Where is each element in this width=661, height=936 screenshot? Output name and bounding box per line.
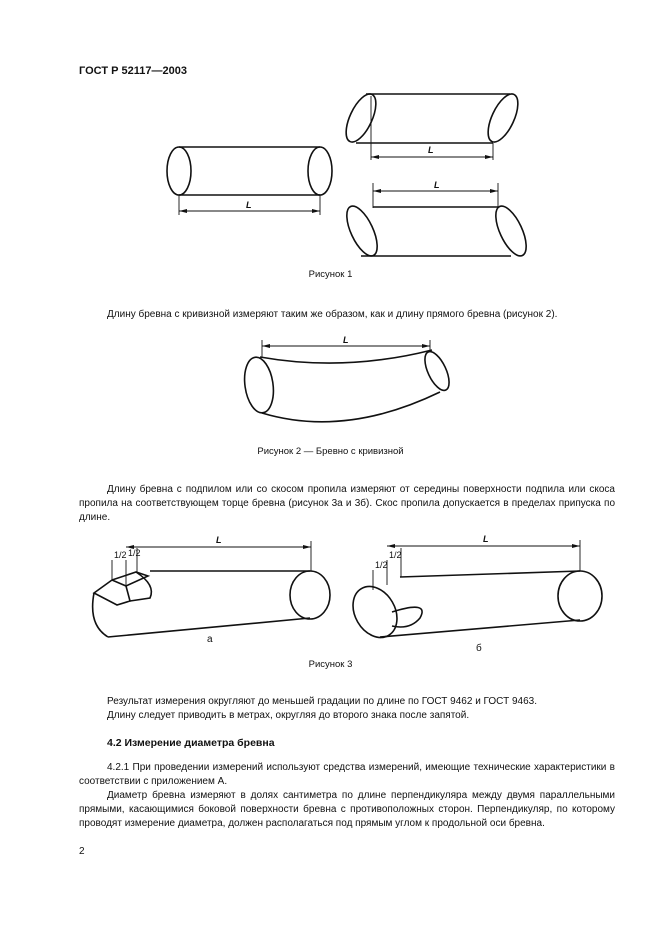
figure3-caption: Рисунок 3 <box>308 659 353 670</box>
figure1-caption: Рисунок 1 <box>308 269 353 280</box>
figure1-slant-log-bottom <box>341 183 533 260</box>
paragraph-rounding-1: Результат измерения округляют до меньшей градации по длине по ГОСТ 9462 и ГОСТ 9463. <box>107 696 537 707</box>
figure3b-half-label-2: 1/2 <box>389 550 402 560</box>
figure3a-half-label-1: 1/2 <box>114 550 127 560</box>
figure1-dim-label-2: L <box>428 145 434 155</box>
page-number: 2 <box>79 846 85 857</box>
paragraph-rounding-2: Длину следует приводить в метрах, округляя до второго знака после запятой. <box>107 710 470 721</box>
figure2-curved-log <box>241 340 454 422</box>
figure1-dim-label-1: L <box>246 200 252 210</box>
paragraph-diameter: Диаметр бревна измеряют в долях сантиметра по длине перпендикуляра между двумя параллельными прямыми, касающимися боковой поверхности бревна с противоположных сторон. Перпендикуляр, по которому проводят измерение диаметра, должен располагаться под прямым углом к продольной оси бревна. <box>79 790 615 829</box>
paragraph-curved-log: Длину бревна с кривизной измеряют таким же образом, как и длину прямого бревна (рисунок 2). <box>107 309 558 320</box>
figure3a-half-label-2: 1/2 <box>128 548 141 558</box>
figure3a-dim-label: L <box>216 535 222 545</box>
document-header: ГОСТ Р 52117—2003 <box>79 65 187 77</box>
figure1-dim-label-3: L <box>434 180 440 190</box>
paragraph-undercut: Длину бревна с подпилом или со скосом пропила измеряют от середины поверхности подпила или скоса пропила на соответствующем торце бревна (рисунок 3а и 3б). Скос пропила допускается в пределах припуска по длине. <box>79 484 615 523</box>
figure3b-log-with-slant-cut <box>344 540 602 645</box>
figure3b-half-label-1: 1/2 <box>375 560 388 570</box>
figure2-caption: Рисунок 2 — Бревно с кривизной <box>257 446 404 457</box>
section-title: 4.2 Измерение диаметра бревна <box>107 737 275 749</box>
figure3b-dim-label: L <box>483 534 489 544</box>
figure3a-sublabel: а <box>207 634 213 645</box>
figure2-dim-label: L <box>343 335 349 345</box>
paragraph-4-2-1: 4.2.1 При проведении измерений используют средства измерений, имеющие технические характеристики в соответствии с приложением А. <box>79 762 615 787</box>
figure3b-sublabel: б <box>476 643 482 654</box>
